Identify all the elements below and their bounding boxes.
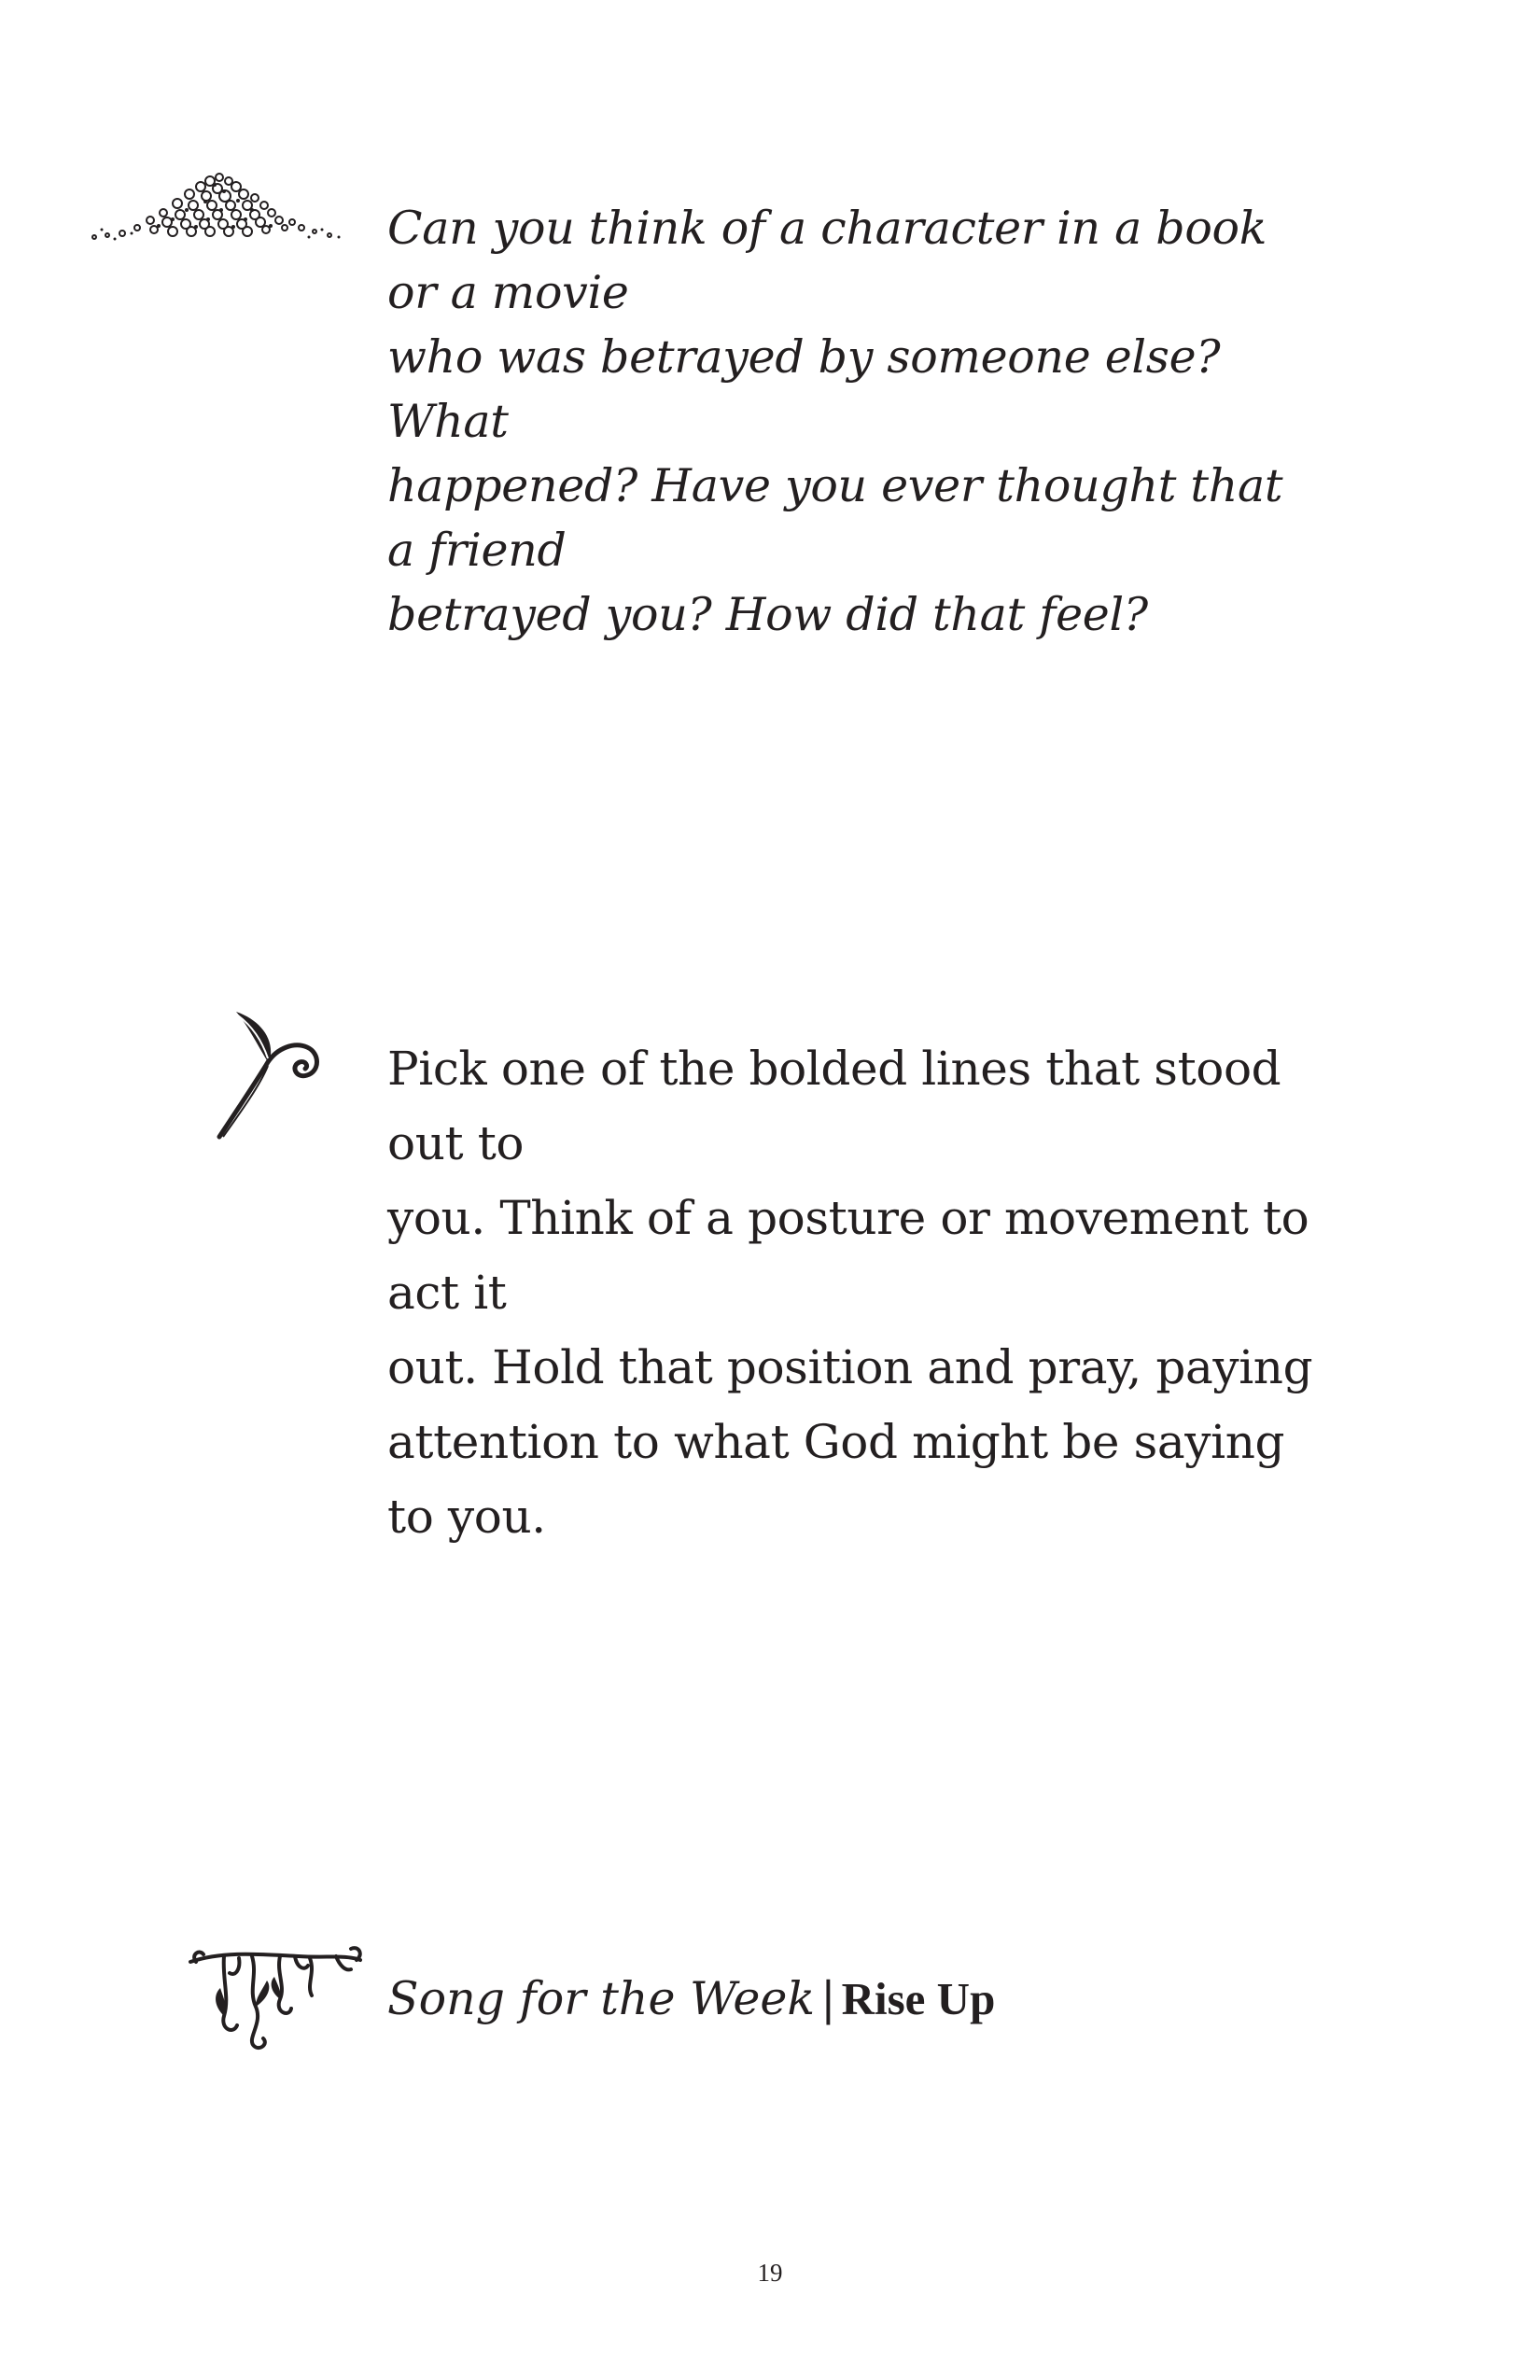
reflection-line: who was betrayed by someone else? What xyxy=(387,330,1221,448)
activity-line: you. Think of a posture or movement to act it xyxy=(387,1191,1309,1320)
seed-pile-icon xyxy=(89,168,350,261)
activity-line: out. Hold that position and pray, paying xyxy=(387,1340,1313,1394)
sprout-icon xyxy=(210,1006,331,1146)
activity-prompt xyxy=(387,1031,1321,1554)
page-number: 19 xyxy=(757,2259,783,2287)
reflection-line: happened? Have you ever thought that a friend xyxy=(387,459,1283,577)
song-for-the-week xyxy=(387,1971,1321,2027)
reflection-line: betrayed you? How did that feel? xyxy=(387,588,1148,641)
song-title: Rise Up xyxy=(841,1973,996,2024)
song-label: Song for the Week xyxy=(387,1972,816,2025)
vine-flourish-icon xyxy=(187,1941,364,2053)
reflection-prompt xyxy=(387,196,1321,647)
activity-line: Pick one of the bolded lines that stood out to xyxy=(387,1042,1281,1170)
song-separator: | xyxy=(820,1972,836,2025)
reflection-line: Can you think of a character in a book or a movie xyxy=(387,202,1267,319)
activity-line: attention to what God might be saying to you. xyxy=(387,1415,1285,1544)
